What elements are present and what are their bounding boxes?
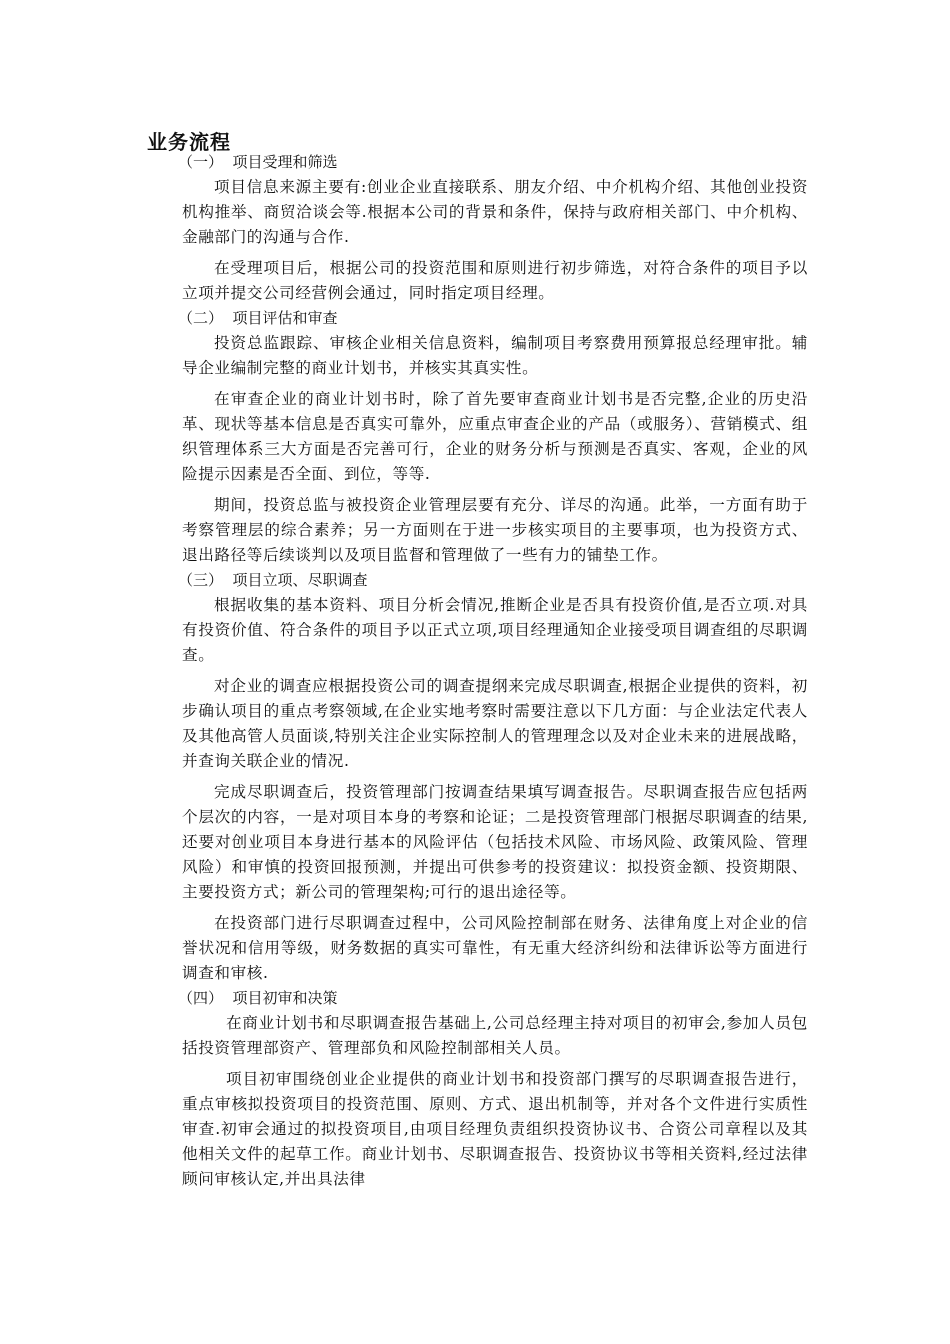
paragraph: 根据收集的基本资料、项目分析会情况,推断企业是否具有投资价值,是否立项.对具有投资价值、符合条件的项目予以正式立项,项目经理通知企业接受项目调查组的尽职调查。: [182, 596, 808, 664]
paragraph: 对企业的调查应根据投资公司的调查提纲来完成尽职调查,根据企业提供的资料，初步确认项目的重点考察领域,在企业实地考察时需要注意以下几方面：与企业法定代表人及其他高管人员面谈,特别关注企业实际控制人的管理理念以及对企业未来的进展战略，并查询关联企业的情况.: [182, 677, 808, 770]
section-heading-3: （三） 项目立项、尽职调查: [178, 571, 368, 589]
paragraph: 项目初审围绕创业企业提供的商业计划书和投资部门撰写的尽职调查报告进行，重点审核拟投资项目的投资范围、原则、方式、退出机制等，并对各个文件进行实质性审查.初审会通过的拟投资项目,由项目经理负责组织投资协议书、合资公司章程以及其他相关文件的起草工作。商业计划书、尽职调查报告、投资协议书等相关资料,经过法律顾问审核认定,并出具法律: [182, 1070, 808, 1188]
section-heading-2: （二） 项目评估和审查: [178, 309, 338, 327]
paragraph: 项目信息来源主要有:创业企业直接联系、朋友介绍、中介机构介绍、其他创业投资机构推举、商贸洽谈会等.根据本公司的背景和条件，保持与政府相关部门、中介机构、金融部门的沟通与合作.: [182, 178, 808, 246]
section-heading-4: （四） 项目初审和决策: [178, 989, 338, 1007]
paragraph: 投资总监跟踪、审核企业相关信息资料，编制项目考察费用预算报总经理审批。辅导企业编制完整的商业计划书，并核实其真实性。: [182, 334, 808, 377]
paragraph: 在投资部门进行尽职调查过程中，公司风险控制部在财务、法律角度上对企业的信誉状况和信用等级，财务数据的真实可靠性，有无重大经济纠纷和法律诉讼等方面进行调查和审核.: [182, 914, 808, 982]
document-body: [178, 150, 808, 1192]
paragraph: 在受理项目后，根据公司的投资范围和原则进行初步筛选，对符合条件的项目予以立项并提交公司经营例会通过，同时指定项目经理。: [182, 259, 808, 302]
paragraph: 期间，投资总监与被投资企业管理层要有充分、详尽的沟通。此举，一方面有助于考察管理层的综合素养；另一方面则在于进一步核实项目的主要事项，也为投资方式、退出路径等后续谈判以及项目监督和管理做了一些有力的铺垫工作。: [182, 496, 808, 564]
paragraph: 在商业计划书和尽职调查报告基础上,公司总经理主持对项目的初审会,参加人员包括投资管理部资产、管理部负和风险控制部相关人员。: [182, 1014, 808, 1057]
paragraph: 完成尽职调查后，投资管理部门按调查结果填写调查报告。尽职调查报告应包括两个层次的内容，一是对项目本身的考察和论证；二是投资管理部门根据尽职调查的结果,还要对创业项目本身进行基本的风险评估（包括技术风险、市场风险、政策风险、管理风险）和审慎的投资回报预测，并提出可供参考的投资建议：拟投资金额、投资期限、主要投资方式；新公司的管理架构;可行的退出途径等。: [182, 783, 808, 901]
section-heading-1: （一） 项目受理和筛选: [178, 153, 338, 171]
document-title: 业务流程: [147, 130, 231, 154]
paragraph: 在审查企业的商业计划书时，除了首先要审查商业计划书是否完整,企业的历史沿革、现状等基本信息是否真实可靠外，应重点审查企业的产品（或服务）、营销模式、组织管理体系三大方面是否完善可行，企业的财务分析与预测是否真实、客观，企业的风险提示因素是否全面、到位，等等.: [182, 390, 808, 483]
